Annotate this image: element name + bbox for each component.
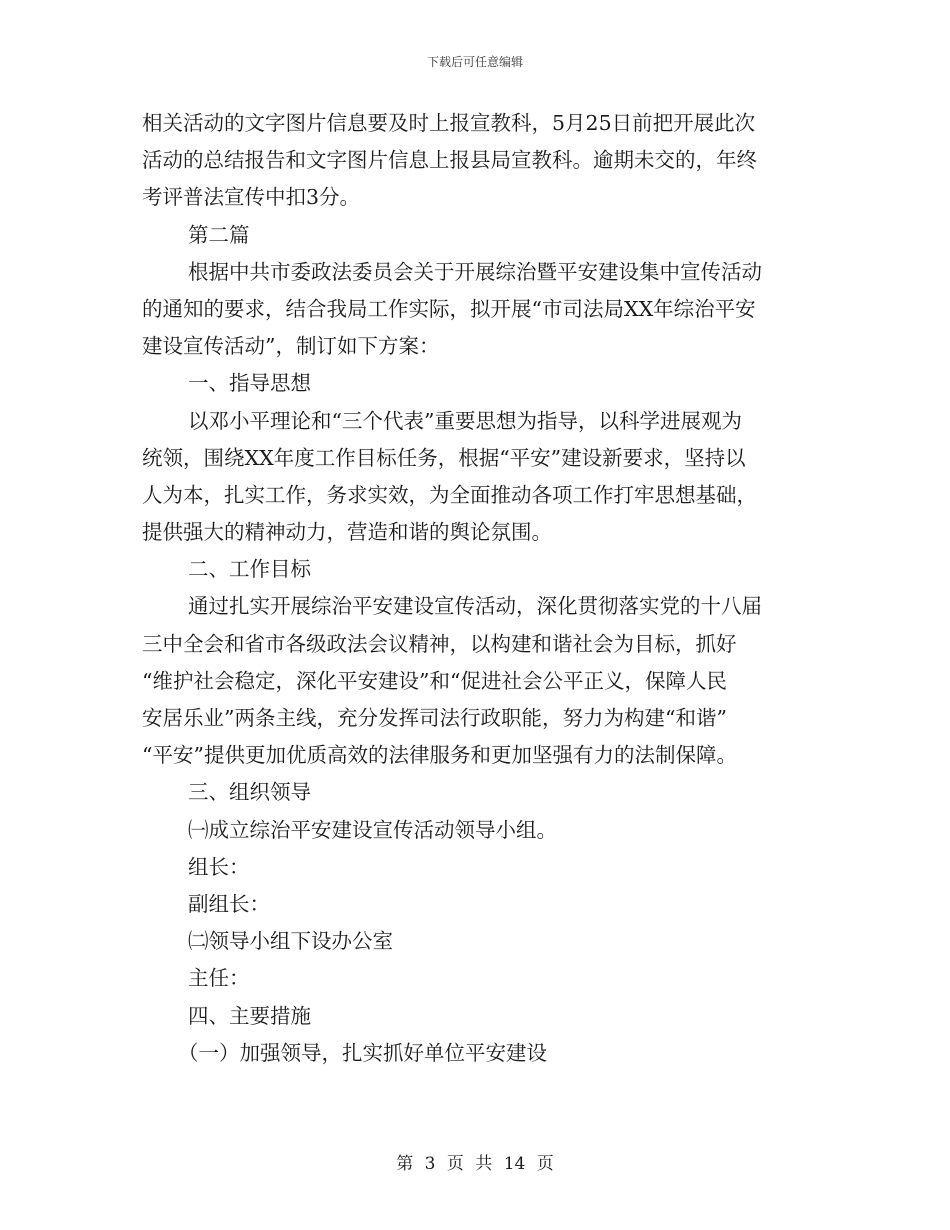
section-title: 第二篇 <box>188 222 250 247</box>
text-line: 建设宣传活动”，制订如下方案： <box>142 334 440 359</box>
text-line: 提供强大的精神动力，营造和谐的舆论氛围。 <box>142 520 552 545</box>
text-line: 根据中共市委政法委员会关于开展综治暨平安建设集中宣传活动 <box>188 259 762 284</box>
text-line: 三中全会和省市各级政法会议精神，以构建和谐社会为目标，抓好 <box>142 631 737 656</box>
text-line: 相关活动的文字图片信息要及时上报宣教科，5月25日前把开展此次 <box>142 111 756 135</box>
section-heading: 三、组织领导 <box>188 780 311 805</box>
text-line: 主任： <box>188 966 250 991</box>
section-heading: 一、指导思想 <box>188 371 311 396</box>
page-footer: 第 3 页 共 14 页 <box>396 1154 554 1174</box>
text-line: 通过扎实开展综治平安建设宣传活动，深化贯彻落实党的十八届 <box>188 594 762 619</box>
text-line: 以邓小平理论和“三个代表”重要思想为指导，以科学进展观为 <box>188 408 742 433</box>
text-line: 人为本，扎实工作，务求实效，为全面推动各项工作打牢思想基础， <box>142 482 757 507</box>
section-heading: 四、主要措施 <box>188 1003 311 1028</box>
text-line: 活动的总结报告和文字图片信息上报县局宣教科。逾期未交的，年终 <box>142 148 757 173</box>
text-line: ㈡领导小组下设办公室 <box>188 929 393 954</box>
text-line: 的通知的要求，结合我局工作实际，拟开展“市司法局XX年综治平安 <box>142 296 756 321</box>
section-heading: 二、工作目标 <box>188 557 311 582</box>
text-line: “平安”提供更加优质高效的法律服务和更加坚强有力的法制保障。 <box>142 743 737 768</box>
document-body <box>142 105 817 1072</box>
text-line: 副组长： <box>188 891 270 916</box>
text-line: ㈠成立综治平安建设宣传活动领导小组。 <box>188 817 557 842</box>
text-line: 统领，围绕XX年度工作目标任务，根据“平安”建设新要求，坚持以 <box>142 445 746 470</box>
page-header: 下载后可任意编辑 <box>426 55 523 69</box>
text-line: 考评普法宣传中扣3分。 <box>142 185 361 210</box>
text-line: 安居乐业”两条主线，充分发挥司法行政职能，努力为构建“和谐” <box>142 706 727 730</box>
sub-heading: （一）加强领导，扎实抓好单位平安建设 <box>178 1040 547 1065</box>
text-line: 组长： <box>188 854 250 879</box>
text-line: “维护社会稳定，深化平安建设”和“促进社会公平正义，保障人民 <box>142 668 727 693</box>
